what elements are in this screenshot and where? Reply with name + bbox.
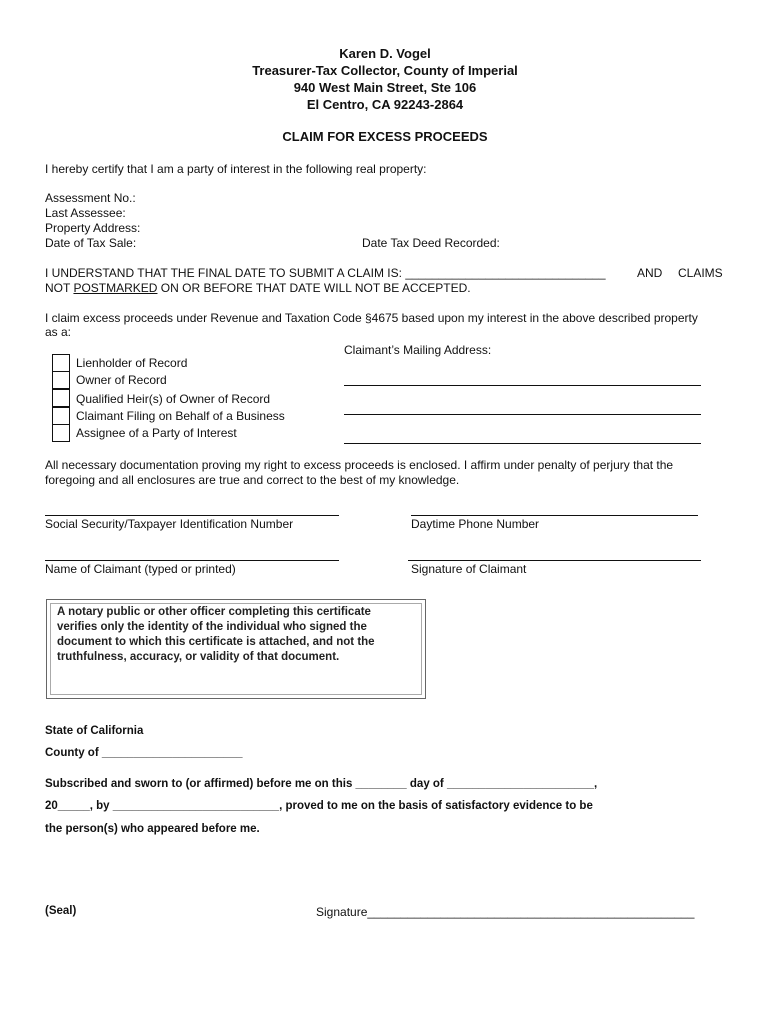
claim-statement-line1: I claim excess proceeds under Revenue and Taxation Code §4675 based upon my interest in the above described property [45,311,698,325]
claimant-signature-line[interactable] [408,560,701,561]
notary-notice-text: A notary public or other officer completing this certificate verifies only the identity of the individual who signed the document to which this certificate is attached, and not the truthfulness, accuracy, or validity of that document. [57,606,375,663]
notary-notice-box [46,599,426,699]
jurat-county: County of ______________________ [45,747,243,759]
option-owner-label: Owner of Record [76,373,167,387]
claimant-name-label: Name of Claimant (typed or printed) [45,562,236,576]
phone-line[interactable] [411,515,698,516]
assessment-no-label: Assessment No.: [45,191,136,205]
option-business-label: Claimant Filing on Behalf of a Business [76,409,285,423]
qualified-heir-checkbox[interactable] [52,389,70,407]
notary-signature-line[interactable]: Signature_________________________________________________ [316,905,695,919]
office-street: 940 West Main Street, Ste 106 [293,80,477,95]
mailing-address-line-1[interactable] [344,385,701,386]
deadline-line2 [45,281,471,295]
mailing-address-line-2[interactable] [344,414,701,415]
phone-label: Daytime Phone Number [411,517,540,531]
certify-statement: I hereby certify that I am a party of interest in the following real property: [45,162,427,176]
deadline-not: NOT [45,281,74,295]
jurat-persons: the person(s) who appeared before me. [45,823,260,835]
last-assessee-label: Last Assessee: [45,206,126,220]
deadline-date-blank[interactable]: ______________________________ [405,266,606,280]
affirmation-line1: All necessary documentation proving my right to excess proceeds is enclosed. I affirm under penalty of perjury that the [45,458,674,472]
office-title: Treasurer-Tax Collector, County of Imperial [252,63,518,78]
postmarked-emphasis: POSTMARKED [73,281,158,295]
property-address-label: Property Address: [45,221,141,235]
option-lienholder-label: Lienholder of Record [76,356,188,370]
deadline-and: AND [637,266,663,280]
option-heir-label: Qualified Heir(s) of Owner of Record [76,392,271,406]
seal-label: (Seal) [45,905,77,917]
ssn-label: Social Security/Taxpayer Identification Number [45,517,294,531]
mailing-address-label: Claimant’s Mailing Address: [344,343,492,357]
form-title: CLAIM FOR EXCESS PROCEEDS [282,129,488,144]
claim-statement-line2: as a: [45,325,72,339]
deadline-prefix: I UNDERSTAND THAT THE FINAL DATE TO SUBMIT A CLAIM IS: [45,266,402,280]
deadline-claims: CLAIMS [678,266,723,280]
assignee-checkbox[interactable] [52,424,70,442]
date-of-tax-sale-label: Date of Tax Sale: [45,236,137,250]
jurat-state: State of California [45,725,144,737]
deadline-statement [45,266,606,280]
affirmation-line2: foregoing and all enclosures are true and correct to the best of my knowledge. [45,473,460,487]
lienholder-checkbox[interactable] [52,354,70,372]
ssn-line[interactable] [45,515,339,516]
option-assignee-label: Assignee of a Party of Interest [76,426,237,440]
business-claimant-checkbox[interactable] [52,407,70,425]
deadline-rest: ON OR BEFORE THAT DATE WILL NOT BE ACCEPTED. [157,281,471,295]
owner-checkbox[interactable] [52,371,70,389]
mailing-address-line-3[interactable] [344,443,701,444]
claimant-signature-label: Signature of Claimant [411,562,527,576]
office-city: El Centro, CA 92243-2864 [306,97,464,112]
treasurer-name: Karen D. Vogel [339,46,431,61]
jurat-year-by: 20_____, by __________________________, proved to me on the basis of satisfactory evidence to be [45,800,593,812]
jurat-subscribed: Subscribed and sworn to (or affirmed) before me on this ________ day of _______________________, [45,778,598,790]
date-tax-deed-recorded-label: Date Tax Deed Recorded: [362,236,500,250]
claimant-name-line[interactable] [45,560,339,561]
